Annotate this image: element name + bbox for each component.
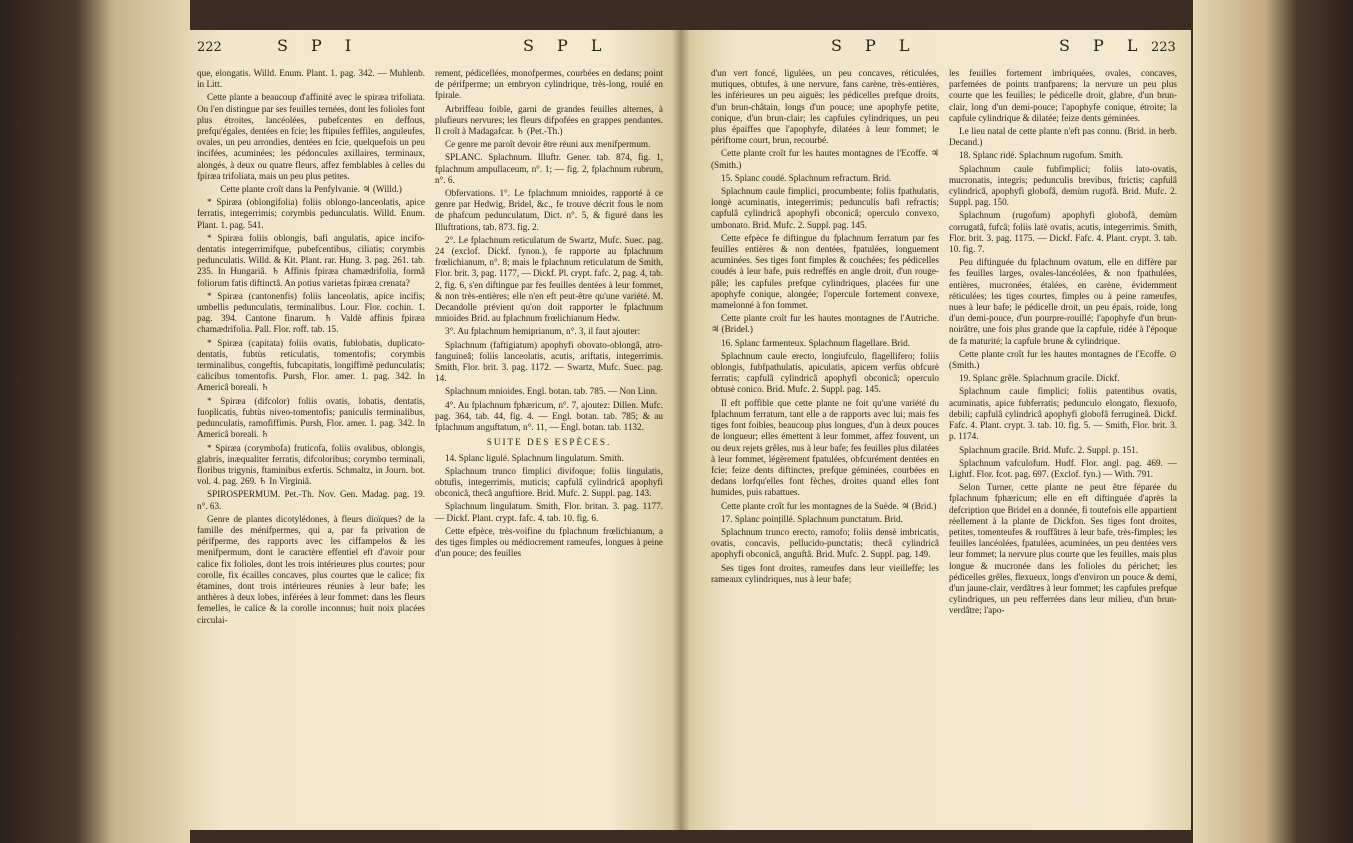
paragraph: que, elongatis. Willd. Enum. Plant. 1. pag. 342. — Muhlenb. in Litt. xyxy=(197,68,425,90)
paragraph: 18. Splanc ridé. Splachnum rugofum. Smith. xyxy=(959,150,1124,161)
left-page-column-2 xyxy=(435,68,663,561)
paragraph: Cette efpèce, très-voifine du fplachnum frœlichianum, a des tiges fimples ou médiocrement rameufes, longues à peine d'un pouce; des feuilles xyxy=(435,525,663,559)
paragraph: Splachnum mnioides. Engl. botan. tab. 785. — Non Linn. xyxy=(445,386,658,397)
paragraph: Cette plante croît fur les montagnes de la Suède. ♃ (Brid.) xyxy=(721,500,937,511)
paragraph: * Spiræa (difcolor) foliis ovatis, lobatis, dentatis, fuoplicatis, fubtùs niveo-tomentofis; paniculis terminalibus, pedunculatis, ramofiffimis. Pursh, Flor. amer. 1. pag. 342. In Americâ boreali. ♄ xyxy=(197,395,425,440)
paragraph: Obfervations. 1°. Le fplachnum mnioides, rapporté à ce genre par Hedwig, Bridel, &c., fe trouve décrit fous le nom de phafcum pedunculatum, Dict. n°. 5, & figuré dans les Illuftrations, tab. 873. fig. 2. xyxy=(435,188,663,232)
paragraph: Splachnum lingulatum. Smith, Flor. britan. 3. pag. 1177. — Dickf. Plant. crypt. fafc. 4. tab. 10. fig. 6. xyxy=(435,501,663,523)
paragraph: Splachnum (rugofum) apophyfi globofâ, demùm corrugatâ, fufcâ; foliis latè ovatis, acutis, integerrimis. Smith, Flor. brit. 3. pag. 1175. — Dickf. Fafc. 4. Plant. crypt. 3. tab. 10. fig. 7. xyxy=(949,210,1177,255)
paragraph: 16. Splanc farmenteux. Splachnum flagellare. Brid. xyxy=(721,337,911,348)
running-head-right: S P L xyxy=(1059,36,1147,55)
paragraph: Il eft poffible que cette plante ne foit qu'une variété du fplachnum ferratum, tant elle a de rapports avec lui; mais fes tiges font foibles, beaucoup plus longues, d'un à deux pouces de longueur; elles émettent à leur fommet, affez fouvent, un ou deux rejets grêles, nus à leur bafe; fes feuilles plus dilatées à leur fommet, légèrement fpatulées, obfcurément dentées en fcie; feize dents diftinctes, prefque géminées, courbées en dedans lorfqu'elles font fèches, droites quand elles font humides, puis rabattues. xyxy=(711,397,939,498)
paragraph: rement, pédicellées, monofpermes, courbées en dedans; point de périfperme; un embryon cylindrique, très-long, roulé en fpirale. xyxy=(435,68,663,101)
page-number: 222 xyxy=(197,40,222,55)
paragraph: Selon Turner, cette plante ne peut être féparée du fplachnum fphæricum; elle en eft diftinguée d'après la defcription que Bridel en a donnée, fi toutefois elle appartient réellement à la plante de Dickfon. Ses tiges font droites, petites, tomenteufes & rouffâtres à leur bafe, très-fimples; les feuilles lancéolées, fpatulées, acuminées, un peu dentées vers leur fommet; la nervure plus courte que les feuilles, mais plus longue & mucronée dans les folioles du périchet; les pédicelles grêles, flexueux, longs d'environ un pouce & demi, d'un jaune-clair, verdâtres à leur fommet; les capfules prefque cylindriques, un peu refferrées dans leur milieu, d'un brun-verdâtre; l'apo- xyxy=(949,482,1177,616)
paragraph: Arbriffeau foible, garni de grandes feuilles alternes, à plufieurs nervures; les fleurs difpofées en grappes pendantes. Il croît à Madagafcar. ♄ (Pet.-Th.) xyxy=(435,103,663,137)
paragraph: Genre de plantes dicotylédones, à fleurs dioïques? de la famille des ménifpermes, qui a, par fa privation de périfperme, des rapports avec les ciffampelos & les menifpermum, dont le caractère effentiel eft d'avoir pour calice fix folioles, dont les trois intérieures plus courtes; pour corolle, fix écailles concaves, plus courtes que le calice; fix étamines, dont trois intérieures réunies à leur bafe; les anthères à deux lobes, inférées à leur fommet: dans les fleurs femelles, le calice & la corolle inconnus; huit noix placées circulai- xyxy=(197,513,425,625)
right-page xyxy=(681,30,1191,830)
paragraph: Splachnum vafculofum. Hudf. Flor. angl. pag. 469. — Lightf. Flor. fcot. pag. 697. (Exclof. fyn.) — With. 791. xyxy=(949,457,1177,479)
paragraph: Ses tiges font droites, rameufes dans leur vieilleffe; les rameaux cylindriques, nus à leur bafe; xyxy=(711,562,939,584)
paragraph: Cette efpèce fe diftingue du fplachnum ferratum par fes feuilles entières & non dentées, fpatulées, longuement acuminées. Ses tiges font fimples & couchées; fes pédicelles coudés à leur bafe, puis redreffés en angle droit, d'un rouge-pâle; les capfules prefque cylindriques, placées fur une apophyfe conique, alongée; l'opercule fortement convexe, mamelonné à fon fommet. xyxy=(711,232,939,311)
paragraph: Cette plante a beaucoup d'affinité avec le spiræa trifoliata. On l'en distingue par ses feuilles ternées, dont les folioles font plus étroites, lancéolées, pubefcentes en deffous, prefqu'égales, dentées en fcie; les ftipules feffiles, anguleufes, ovales, un peu arrondies, dentées en fcie, quelquefois un peu incifées, acuminées; les pédoncules axillaires, terminaux, alongés, à deux ou quatre fleurs, affez femblables à celles du fpiræa trifoliata, mais un peu plus petites. xyxy=(197,92,425,181)
paragraph: 2°. Le fplachnum reticulatum de Swartz, Mufc. Suec. pag. 24 (exclof. Dickf. fynon.), fe rapporte au fplachnum frœlichianum, n°. 8; mais le fplachnum reticulatum de Smith, Flor. brit. 3, pag. 1177, — Dickf. Pl. crypt. fafc. 2, pag. 4, tab. 2, fig. 6, s'en diftingue par fes feuilles dentées à leur fommet, & non très-entières; elle n'en eft peut-être qu'une variété. M. Decandolle prévient qu'on doit rapporter le fplachnum mnioides Brid. au fplachnum frœlichianum Hedw. xyxy=(435,234,663,324)
running-head-left: S P I xyxy=(277,36,361,55)
paragraph: Cette plante croît fur les hautes montagnes de l'Ecoffe. ⊙ (Smith.) xyxy=(949,348,1177,371)
paragraph: Splachnum gracile. Brid. Mufc. 2. Suppl. p. 151. xyxy=(959,444,1139,455)
paragraph: Cette plante croît fur les hautes montagnes de l'Ecoffe. ♃ (Smith.) xyxy=(711,148,939,170)
paragraph: Splachnum caule erecto, longiufculo, flagellifero; foliis oblongis, fubfpathulatis, apiculatis, apicem verfùs obfcurè ferratis; capfulâ cylindricâ apophyfi obconicâ; operculo obtusè conico. Brid. Mufc. 2. Suppl. pag. 145. xyxy=(711,350,939,395)
paragraph: * Spiræa (capitata) foliis ovatis, fublobatis, duplicato-dentatis, fubtùs reticulatis, tomentofis; corymbis terminalibus, congeftis, fubcapitatis, longiffimè pedunculatis; calicibus tomentofis. Pursh, Flor. amer. 1. pag. 342. In Americâ boreali. ♄ xyxy=(197,337,425,393)
paragraph: d'un vert foncé, ligulées, un peu concaves, réticulées, mutiques, obtufes, à une nervure, fans carène, très-entières, les inférieures un peu aiguës; les pédicelles prefque droits, d'un brun-châtain, longs d'un pouce; une apophyfe petite, conique, d'un brun-clair; les capfules cylindriques, un peu plus épaiffes que l'apophyfe, dilatées à leur fommet; le périftome court, brun, recourbé. xyxy=(711,68,939,146)
paragraph: * Spiræa (oblongifolia) foliis oblongo-lanceolatis, apice ferratis, integerrimis; corymbis pedunculatis. Willd. Enum. Plant. 1. pag. 541. xyxy=(197,197,425,230)
running-head-right: S P L xyxy=(523,36,611,55)
book-gutter xyxy=(672,30,690,830)
paragraph: Peu diftinguée du fplachnum ovatum, elle en diffère par fes feuilles larges, ovales-lancéolées, & non fpathulées, entières, mucronées, étalées, en carène, évidemment réticulées; les tiges courtes, fimples ou à peine rameufes, nues à leur bafe; le pédicelle droit, un peu épais, roide, long d'un demi-pouce, d'un pourpre-rouillé; l'apophyfe d'un brun-noirâtre, une fois plus grande que la capfule, ridée à l'époque de fa maturité; la capfule brune & cylindrique. xyxy=(949,257,1177,346)
paragraph: SPLANC. Splachnum. Illuftr. Gener. tab. 874, fig. 1, fplachnum ampullaceum, n°. 1; — fig. 2, fplachnum rubrum, n°. 6. xyxy=(435,152,663,185)
page-number: 223 xyxy=(1151,40,1176,55)
paragraph: Splachnum (faftigiatum) apophyfi obovato-oblongâ, atro-fanguineâ; foliis lanceolatis, acutis, ariftatis, integerrimis. Smith, Flor. brit. 3. pag. 1172. — Swartz, Mufc. Suec. pag. 14. xyxy=(435,339,663,384)
paragraph: 19. Splanc grêle. Splachnum gracile. Dickf. xyxy=(959,373,1120,384)
right-page-column-1 xyxy=(711,68,939,587)
paragraph: * Spiræa (corymbofa) fruticofa, foliis ovalibus, oblongis, glabris, inæqualiter ferratis, difcoloribus; corymbo terminali, floribus trigynis, ftaminibus exfertis. Schmaltz, in Journ. bot. vol. 4. pag. 269. ♄ In Virginiâ. xyxy=(197,442,425,487)
paragraph: 17. Splanc poințillé. Splachnum punctatum. Brid. xyxy=(721,513,903,524)
left-page-column-1 xyxy=(197,68,425,628)
paragraph: Splachnum caule fimplici; foliis patentibus ovatis, acuminatis, apice fubferratis; pedunculo elongato, flexuofo, debili; capfulâ cylindricâ apophyfi globofâ ferrugineâ. Dickf. Fafc. 4. Plant. crypt. 3. tab. 10. fig. 5. — Smith, Flor. brit. 3. p. 1174. xyxy=(949,386,1177,442)
paragraph: les feuilles fortement imbriquées, ovales, concaves, parfemées de points tranfparens; la nervure un peu plus courte que les feuilles; le pédicelle droit, glabre, d'un brun-clair, long d'un demi-pouce; l'apophyfe conique, étroite; la capfule cylindrique & dilatée; feize dents géminées. xyxy=(949,68,1177,123)
paragraph: * Spiræa foliis oblongis, bafi angulatis, apice incifo-dentatis integerrimifque, pubefcentibus, ciliatis; corymbis pedunculatis. Willd. & Kit. Plant. rar. Hung. 3. pag. 261. tab. 235. In Hungariâ. ♄ Affinis fpiræa chamædrifolia, formâ foliorum fatis diftinctâ. An potius varietas fpiræa crenata? xyxy=(197,232,425,288)
paragraph: Splachnum caule fimplici, procumbente; foliis fpathulatis, longè acuminatis, integerrimis; pedunculis bafi refractis; capfulâ cylindricâ apophyfi obconicâ; operculo convexo, umbonato. Brid. Mufc. 2. Suppl. pag. 145. xyxy=(711,186,939,230)
paragraph: Splachnum caule fubfimplici; foliis lato-ovatis, mucronatis, integris; pedunculis brevibus, ftrictis; capfulâ cylindricâ, apophyfi globofâ, demùm rugofâ. Brid. Mufc. 2. Suppl. pag. 150. xyxy=(949,163,1177,208)
section-heading: SUITE DES ESPÈCES. xyxy=(486,437,612,448)
paragraph: Splachnum trunco erecto, ramofo; foliis densè imbricatis, ovatis, concavis, pellucido-punctatis; thecâ cylindricâ apophyfi obconicâ, anguftâ. Brid. Mufc. 2. Suppl. pag. 149. xyxy=(711,526,939,560)
paragraph: 14. Splanc ligulé. Splachnum lingulatum. Smith. xyxy=(445,452,624,463)
paragraph: Le lieu natal de cette plante n'eft pas connu. (Brid. in herb. Decand.) xyxy=(949,126,1177,148)
paragraph: SPIROSPERMUM. Pet.-Th. Nov. Gen. Madag. pag. 19. n°. 63. xyxy=(197,489,425,511)
right-page-edges xyxy=(1193,0,1353,843)
paragraph: Cette plante croît dans la Penfylvanie. ♃ (Willd.) xyxy=(220,184,402,195)
paragraph: 4°. Au fplachnum fphæricum, n°. 7, ajoutez: Dillen. Mufc. pag. 364, tab. 44, fig. 4. — Engl. botan. tab. 785; & au fplachnum anguftatum, n°. 11, — Engl. botan. tab. 1132. xyxy=(435,399,663,433)
left-page-edges xyxy=(0,0,190,843)
paragraph: 15. Splanc coudé. Splachnum refractum. Brid. xyxy=(721,172,892,183)
paragraph: * Spiræa (cantonenfis) foliis lanceolatis, apice incifis; umbellis pedunculatis, terminalibus. Lour. Flor. cochin. 1. pag. 394. Cantone finarum. ♄ Valdè affinis fpiræa chamædrifolia. Pall. Flor. roff. tab. 15. xyxy=(197,290,425,335)
running-head-left: S P L xyxy=(831,36,919,55)
left-page xyxy=(185,30,681,830)
right-page-column-2 xyxy=(949,68,1177,619)
paragraph: Cette plante croît fur les hautes montagnes de l'Autriche. ♃ (Bridel.) xyxy=(711,313,939,335)
paragraph: 3°. Au fplachnum hemiprianum, n°. 3, il faut ajouter: xyxy=(445,326,641,337)
paragraph: Splachnum trunco fimplici divifoque; foliis lingulatis, obtufis, integerrimis, muticis; capfulâ cylindricâ apophyfi obconicâ, thecâ anguftiore. Brid. Mufc. 2. Suppl. pag. 143. xyxy=(435,465,663,499)
paragraph: Ce genre me paroît devoir être réuni aux menifpermum. xyxy=(445,139,651,150)
